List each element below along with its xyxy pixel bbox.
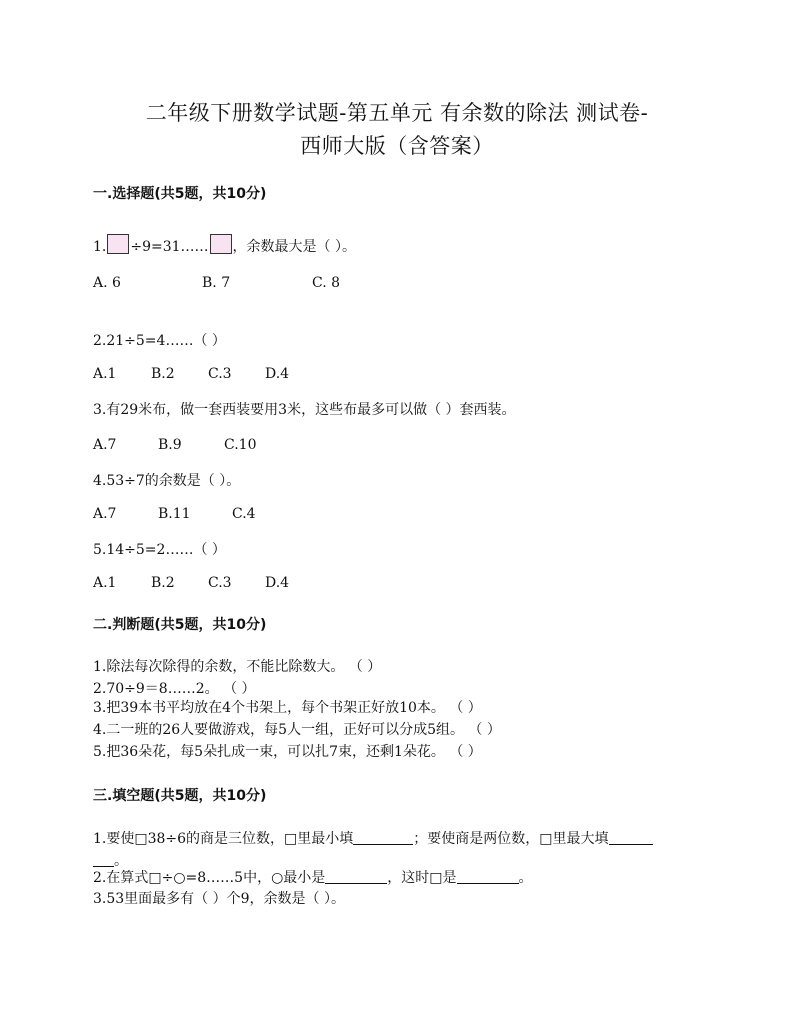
option-a[interactable]: A.1 (93, 366, 117, 382)
section-heading-fill: 三.填空题(共5题，共10分) (93, 788, 267, 804)
fill-question-1 (93, 828, 653, 848)
judgement-item-1: 1.除法每次除得的余数，不能比除数大。 （ ） (93, 659, 382, 675)
section-heading-judgement: 二.判断题(共5题，共10分) (93, 617, 267, 633)
fill-question-2-part-a: 2.在算式□÷○=8……5中，○最小是 (93, 870, 326, 886)
answer-blank[interactable] (457, 869, 519, 884)
option-b[interactable]: B. 7 (202, 275, 231, 291)
question-5: 5.14÷5=2……（ ） (93, 542, 226, 558)
dividend-box (107, 234, 129, 254)
page-title-line1: 二年级下册数学试题-第五单元 有余数的除法 测试卷- (145, 101, 649, 125)
fill-question-3: 3.53里面最多有（ ）个9，余数是（ ）。 (93, 891, 345, 907)
option-d[interactable]: D.4 (265, 366, 290, 382)
fill-question-1-part-c: 。 (114, 853, 128, 869)
question-2: 2.21÷5=4……（ ） (93, 333, 226, 349)
question-3: 3.有29米布，做一套西装要用3米，这些布最多可以做（ ）套西装。 (93, 402, 516, 418)
fill-question-1-part-a: 1.要使□38÷6的商是三位数，□里最小填 (93, 831, 354, 847)
option-b[interactable]: B.9 (158, 437, 182, 453)
option-a[interactable]: A.7 (93, 437, 117, 453)
answer-blank[interactable] (325, 869, 387, 884)
option-c[interactable]: C.4 (232, 506, 256, 522)
page-title-line2: 西师大版（含答案） (300, 134, 494, 158)
judgement-item-5: 5.把36朵花，每5朵扎成一束，可以扎7束，还剩1朵花。 （ ） (93, 744, 482, 760)
section-heading-choice: 一.选择题(共5题，共10分) (93, 186, 267, 202)
fill-question-2-part-b: ，这时□是 (387, 870, 457, 886)
judgement-item-3: 3.把39本书平均放在4个书架上，每个书架正好放10本。 （ ） (93, 700, 482, 716)
option-c[interactable]: C.3 (208, 366, 232, 382)
option-d[interactable]: D.4 (265, 575, 290, 591)
judgement-item-2: 2.70÷9＝8……2。 （ ） (93, 681, 256, 697)
option-a[interactable]: A.7 (93, 506, 117, 522)
question-4: 4.53÷7的余数是（ ）。 (93, 473, 241, 489)
option-b[interactable]: B.11 (158, 506, 191, 522)
option-a[interactable]: A.1 (93, 575, 117, 591)
option-b[interactable]: B.2 (151, 366, 175, 382)
fill-question-1-part-b: ；要使商是两位数，□里最大填 (413, 831, 609, 847)
option-c[interactable]: C. 8 (312, 275, 341, 291)
question-1-middle: ÷9=31…… (130, 239, 209, 255)
judgement-item-4: 4.二一班的26人要做游戏，每5人一组，正好可以分成5组。 （ ） (93, 722, 501, 738)
option-a[interactable]: A. 6 (93, 275, 121, 291)
fill-question-2-part-c: 。 (518, 870, 533, 886)
question-1-number: 1. (93, 239, 107, 255)
answer-blank[interactable] (353, 830, 413, 845)
option-b[interactable]: B.2 (151, 575, 175, 591)
answer-blank[interactable] (93, 852, 114, 867)
question-1 (93, 234, 356, 256)
remainder-box (210, 234, 232, 254)
answer-blank[interactable] (609, 830, 653, 845)
fill-question-2 (93, 867, 533, 887)
option-c[interactable]: C.10 (224, 437, 257, 453)
question-1-tail: ，余数最大是（ ）。 (232, 239, 356, 255)
option-c[interactable]: C.3 (208, 575, 232, 591)
